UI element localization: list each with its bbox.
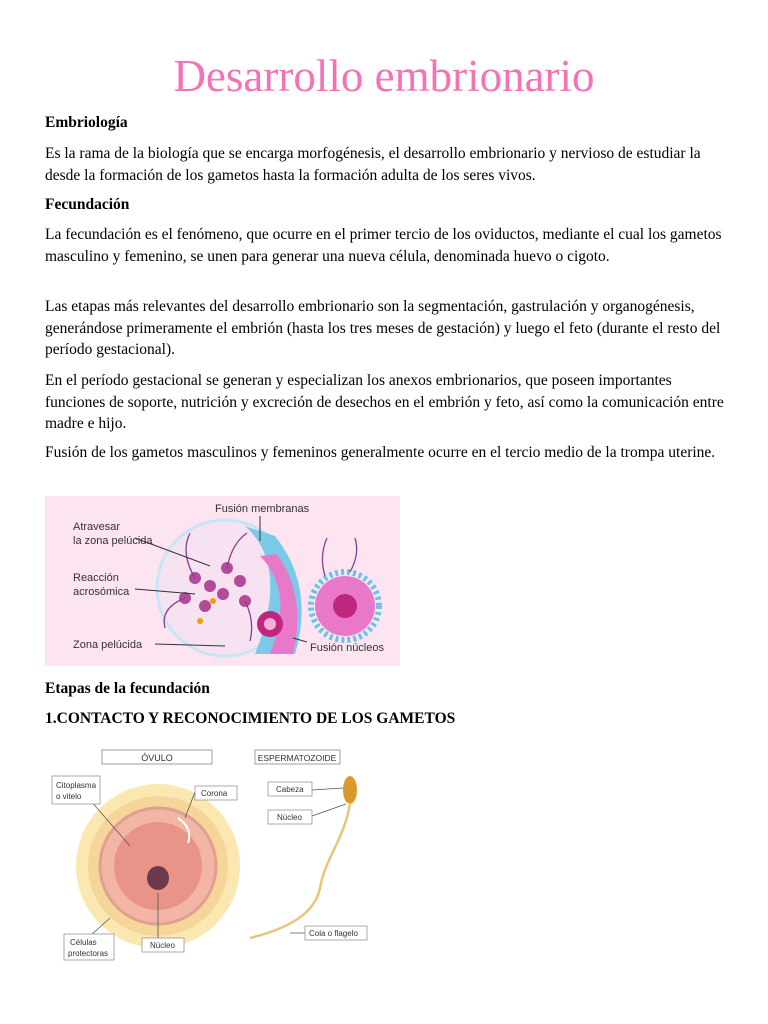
paragraph-fecundacion-1: La fecundación es el fenómeno, que ocurre en el primer tercio de los oviductos, mediante el cual los gametos masculino y femenino, se unen para generar una nueva célula, denominada huevo o cigoto. xyxy=(45,226,722,265)
label-celulas-1: Células xyxy=(70,938,97,947)
heading-etapas: Etapas de la fecundación xyxy=(45,680,210,697)
heading-fecundacion: Fecundación xyxy=(45,196,130,213)
heading-embriologia: Embriología xyxy=(45,114,128,131)
label-espermatozoide: ESPERMATOZOIDE xyxy=(257,753,337,763)
paragraph-fecundacion-3: En el período gestacional se generan y especializan los anexos embrionarios, que poseen importantes funciones de soporte, nutrición y excreción de desechos en el embrión y feto, así como la comunicación entre madre e hijo. xyxy=(45,372,724,432)
label-cabeza: Cabeza xyxy=(276,785,304,794)
label-atravesar-1: Atravesar xyxy=(73,521,121,533)
page-title: Desarrollo embrionario xyxy=(173,51,595,101)
label-corona: Corona xyxy=(201,789,228,798)
label-ovulo: ÓVULO xyxy=(141,753,173,763)
label-fusion-nucleos: Fusión núcleos xyxy=(310,642,384,654)
label-reaccion-1: Reacción xyxy=(73,572,119,584)
label-citoplasma-2: o vitelo xyxy=(56,792,82,801)
gametes-diagram xyxy=(50,738,370,964)
paragraph-embriologia: Es la rama de la biología que se encarga morfogénesis, el desarrollo embrionario y nervioso de estudiar la desde la formación de los gametos hasta la formación adulta de los seres vivos. xyxy=(45,145,701,184)
label-nucleo-ovulo: Núcleo xyxy=(150,941,175,950)
label-cola: Cola o flagelo xyxy=(309,929,358,938)
paragraph-fecundacion-4: Fusión de los gametos masculinos y femeninos generalmente ocurre en el tercio medio de la trompa uterine. xyxy=(45,444,716,461)
label-celulas-2: protectoras xyxy=(68,949,109,958)
heading-contacto: 1.CONTACTO Y RECONOCIMIENTO DE LOS GAMETOS xyxy=(45,710,456,727)
label-atravesar-2: la zona pelúcida xyxy=(73,535,153,547)
label-reaccion-2: acrosómica xyxy=(73,586,130,598)
label-citoplasma-1: Citoplasma xyxy=(56,781,97,790)
paragraph-fecundacion-2: Las etapas más relevantes del desarrollo embrionario son la segmentación, gastrulación y organogénesis, generándose primeramente el embrión (hasta los tres meses de gestación) y luego el feto (durante el resto del período gestacional). xyxy=(45,298,721,358)
label-fusion-membranas: Fusión membranas xyxy=(215,503,310,515)
label-zona-pelucida: Zona pelúcida xyxy=(73,639,143,651)
fertilization-diagram xyxy=(45,496,400,666)
label-nucleo-esperm: Núcleo xyxy=(277,813,302,822)
